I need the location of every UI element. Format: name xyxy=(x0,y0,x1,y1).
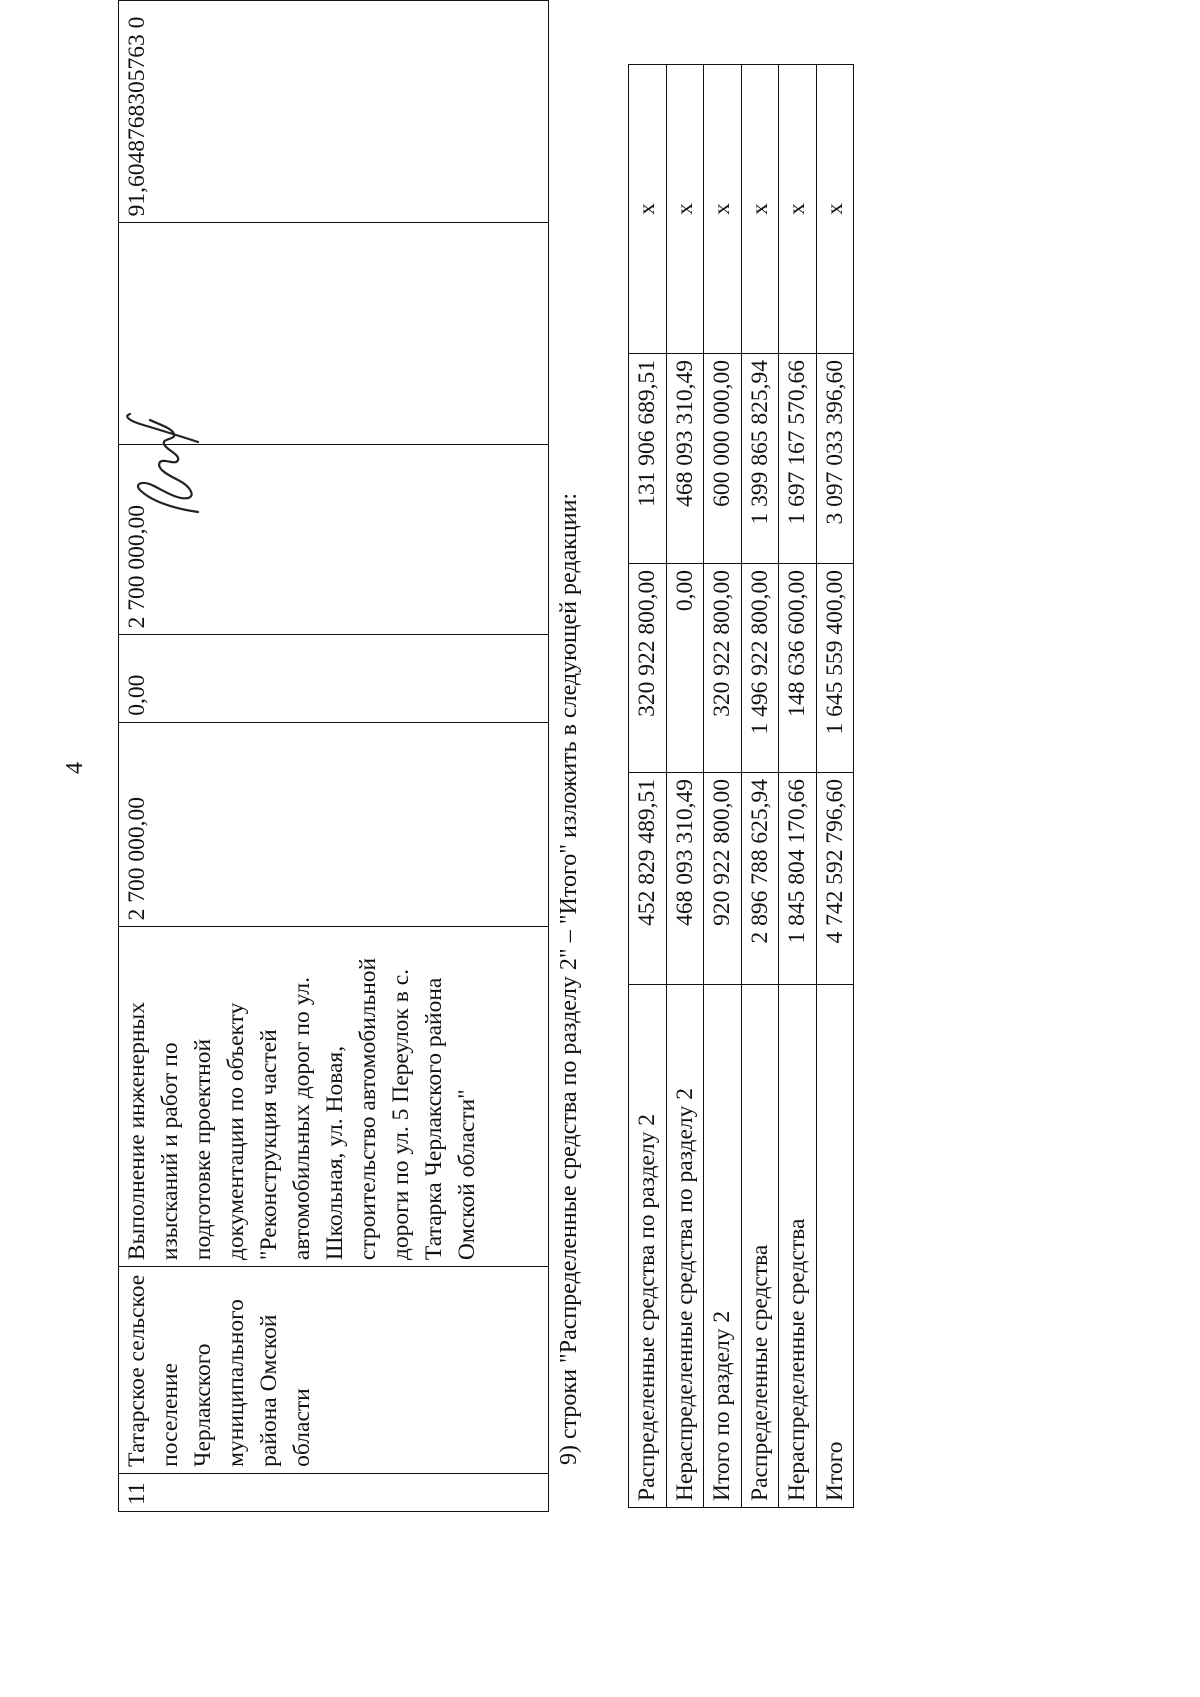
value-cell: 3 097 033 396,60 xyxy=(816,354,854,564)
value-cell: 0,00 xyxy=(666,564,704,773)
table-row xyxy=(779,65,817,1508)
row-label: Распределенные средства по разделу 2 xyxy=(629,985,667,1508)
value-cell: х xyxy=(816,65,854,354)
value-cell: х xyxy=(666,65,704,354)
row-label: Нераспределенные средства по разделу 2 xyxy=(666,985,704,1508)
table-row xyxy=(741,65,779,1508)
value-cell: 320 922 800,00 xyxy=(704,564,742,773)
table-row xyxy=(704,65,742,1508)
value-cell: 1 845 804 170,66 xyxy=(779,773,817,985)
amount-cell-b: 0,00 xyxy=(119,635,549,722)
value-cell: х xyxy=(704,65,742,354)
table-row xyxy=(666,65,704,1508)
value-cell: 920 922 800,00 xyxy=(704,773,742,985)
value-cell: 320 922 800,00 xyxy=(629,564,667,773)
value-cell: 1 399 865 825,94 xyxy=(741,354,779,564)
table-row xyxy=(816,65,854,1508)
table-row xyxy=(119,1,549,1512)
amount-cell-c: 2 700 000,00 xyxy=(119,445,549,635)
signature-mark xyxy=(80,410,230,520)
row-label: Итого xyxy=(816,985,854,1508)
row-number: 11 xyxy=(119,1473,549,1511)
value-cell: 1 697 167 570,66 xyxy=(779,354,817,564)
value-cell: х xyxy=(741,65,779,354)
row-label: Итого по разделу 2 xyxy=(704,985,742,1508)
value-cell: 2 896 788 625,94 xyxy=(741,773,779,985)
row-label: Нераспределенные средства xyxy=(779,985,817,1508)
value-cell: 131 906 689,51 xyxy=(629,354,667,564)
upper-table xyxy=(118,0,549,1512)
table-row xyxy=(629,65,667,1508)
value-cell: х xyxy=(629,65,667,354)
ratio-cell: 91,6048768305763 0 xyxy=(119,1,549,223)
value-cell: 1 496 922 800,00 xyxy=(741,564,779,773)
page-number: 4 xyxy=(62,762,88,774)
instruction-paragraph: 9) строки "Распределенные средства по разделу 2" – "Итого" изложить в следующей редакции: xyxy=(556,492,582,1465)
value-cell: 468 093 310,49 xyxy=(666,354,704,564)
value-cell: 1 645 559 400,00 xyxy=(816,564,854,773)
description-cell: Выполнение инженерных изысканий и работ по подготовке проектной документации по объекту "Реконструкция частей автомобильных дорог по ул. Школьная, ул. Новая, строительство автомобильной дороги по ул. 5 Переулок в с. Татарка Черлакского района Омской области" xyxy=(119,927,549,1267)
amount-cell-a: 2 700 000,00 xyxy=(119,722,549,927)
value-cell: 452 829 489,51 xyxy=(629,773,667,985)
value-cell: 148 636 600,00 xyxy=(779,564,817,773)
value-cell: 468 093 310,49 xyxy=(666,773,704,985)
value-cell: 4 742 592 796,60 xyxy=(816,773,854,985)
organization-cell: Татарское сельское поселение Черлакского муниципального района Омской области xyxy=(119,1267,549,1474)
value-cell: 600 000 000,00 xyxy=(704,354,742,564)
row-label: Распределенные средства xyxy=(741,985,779,1508)
value-cell: х xyxy=(779,65,817,354)
lower-table xyxy=(628,64,854,1508)
